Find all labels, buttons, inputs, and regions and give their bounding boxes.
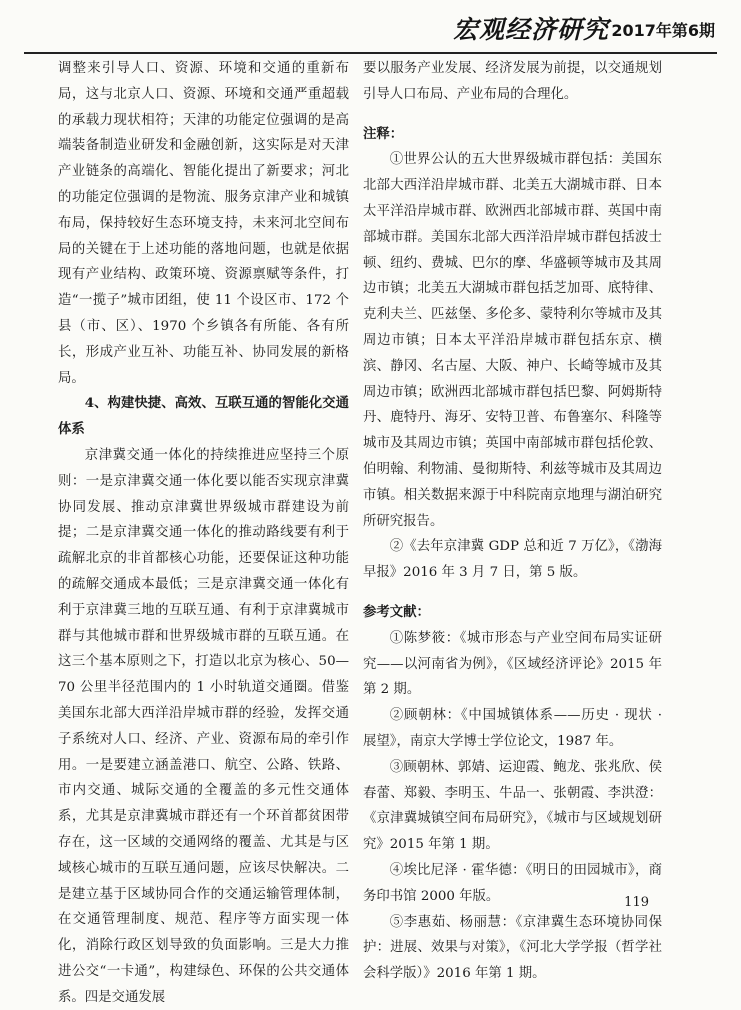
running-header (24, 8, 717, 54)
journal-title: 宏观经济研究 (452, 15, 609, 44)
reference-item: ④埃比尼泽 · 霍华德：《明日的田园城市》，商务印书馆 2000 年版。 (363, 862, 662, 904)
note-item: ②《去年京津冀 GDP 总和近 7 万亿》，《渤海早报》2016 年 3 月 7 日，第 5 版。 (363, 539, 662, 581)
reference-item: ⑤李惠茹、杨丽慧：《京津冀生态环境协同保护：进展、效果与对策》，《河北大学学报（哲学社会科学版）》2016 年第 1 期。 (363, 914, 662, 982)
body-paragraph: 京津冀交通一体化的持续推进应坚持三个原则：一是京津冀交通一体化要以能否实现京津冀协同发展、推动京津冀世界级城市群建设为前提；二是京津冀交通一体化的推动路线要有利于疏解北京的非首都核心功能，还要保证这种功能的疏解交通成本最低；三是京津冀交通一体化有利于京津冀三地的互联互通、有利于京津冀城市群与其他城市群和世界级城市群的互联互通。在这三个基本原则之下，打造以北京为核心、50—70 公里半径范围内的 1 小时轨道交通圈。借鉴美国东北部大西洋沿岸城市群的经验，发挥交通子系统对人口、经济、产业、资源布局的牵引作用。一是要建立涵盖港口、航空、公路、铁路、市内交通、城际交通的全覆盖的多元性交通体系，尤其是京津冀城市群还有一个环首都贫困带存在，这一区域的交通网络的覆盖、尤其是与区域核心城市的互联互通问题，应该尽快解决。二是建立基于区域协同合作的交通运输管理体制，在交通管理制度、规范、程序等方面实现一体化，消除行政区划导致的负面影响。三是大力推进公交“一卡通”，构建绿色、环保的公共交通体系。四是交通发展 (58, 447, 349, 1005)
note-item: ①世界公认的五大世界级城市群包括：美国东北部大西洋沿岸城市群、北美五大湖城市群、日本太平洋沿岸城市群、欧洲西北部城市群、英国中南部城市群。美国东北部大西洋沿岸城市群包括波士顿、纽约、费城、巴尔的摩、华盛顿等城市及其周边市镇；北美五大湖城市群包括芝加哥、底特律、克利夫兰、匹兹堡、多伦多、蒙特利尔等城市及其周边市镇；日本太平洋沿岸城市群包括东京、横滨、静冈、名古屋、大阪、神户、长崎等城市及其周边市镇；欧洲西北部城市群包括巴黎、阿姆斯特丹、鹿特丹、海牙、安特卫普、布鲁塞尔、科隆等城市及其周边市镇；英国中南部城市群包括伦敦、伯明翰、利物浦、曼彻斯特、利兹等城市及其周边市镇。相关数据来源于中科院南京地理与湖泊研究所研究报告。 (363, 152, 662, 529)
left-column (58, 56, 349, 1010)
body-paragraph-continuation: 要以服务产业发展、经济发展为前提，以交通规划引导人口布局、产业布局的合理化。 (363, 61, 662, 102)
section-heading: 4、构建快捷、高效、互联互通的智能化交通体系 (58, 395, 349, 438)
notes-heading: 注释： (363, 126, 404, 142)
reference-item: ①陈梦筱：《城市形态与产业空间布局实证研究——以河南省为例》，《区域经济评论》2015 年第 2 期。 (363, 630, 662, 698)
issue-label: 2017年第6期 (611, 21, 715, 40)
references-heading: 参考文献： (363, 604, 430, 620)
right-column (363, 56, 662, 987)
body-paragraph: 调整来引导人口、资源、环境和交通的重新布局，这与北京人口、资源、环境和交通严重超载的承载力现状相符；天津的功能定位强调的是高端装备制造业研发和金融创新，这实际是对天津产业链条的高端化、智能化提出了新要求；河北的功能定位强调的是物流、服务京津产业和城镇布局，保持较好生态环境支持，未来河北空间布局的关键在于上述功能的落地问题，也就是依据现有产业结构、政策环境、资源禀赋等条件，打造“一揽子”城市团组，使 11 个设区市、172 个县（市、区）、1970 个乡镇各有所能、各有所长，形成产业互补、功能互补、协同发展的新格局。 (58, 61, 349, 386)
page-number: 119 (624, 895, 649, 910)
reference-item: ②顾朝林：《中国城镇体系——历史 · 现状 · 展望》，南京大学博士学位论文，1987 年。 (363, 708, 662, 749)
reference-item: ③顾朝林、郭婧、运迎霞、鲍龙、张兆欣、侯春蕾、郑毅、李明玉、牛品一、张朝霞、李洪澄：《京津冀城镇空间布局研究》，《城市与区域规划研究》2015 年第 1 期。 (363, 759, 662, 853)
